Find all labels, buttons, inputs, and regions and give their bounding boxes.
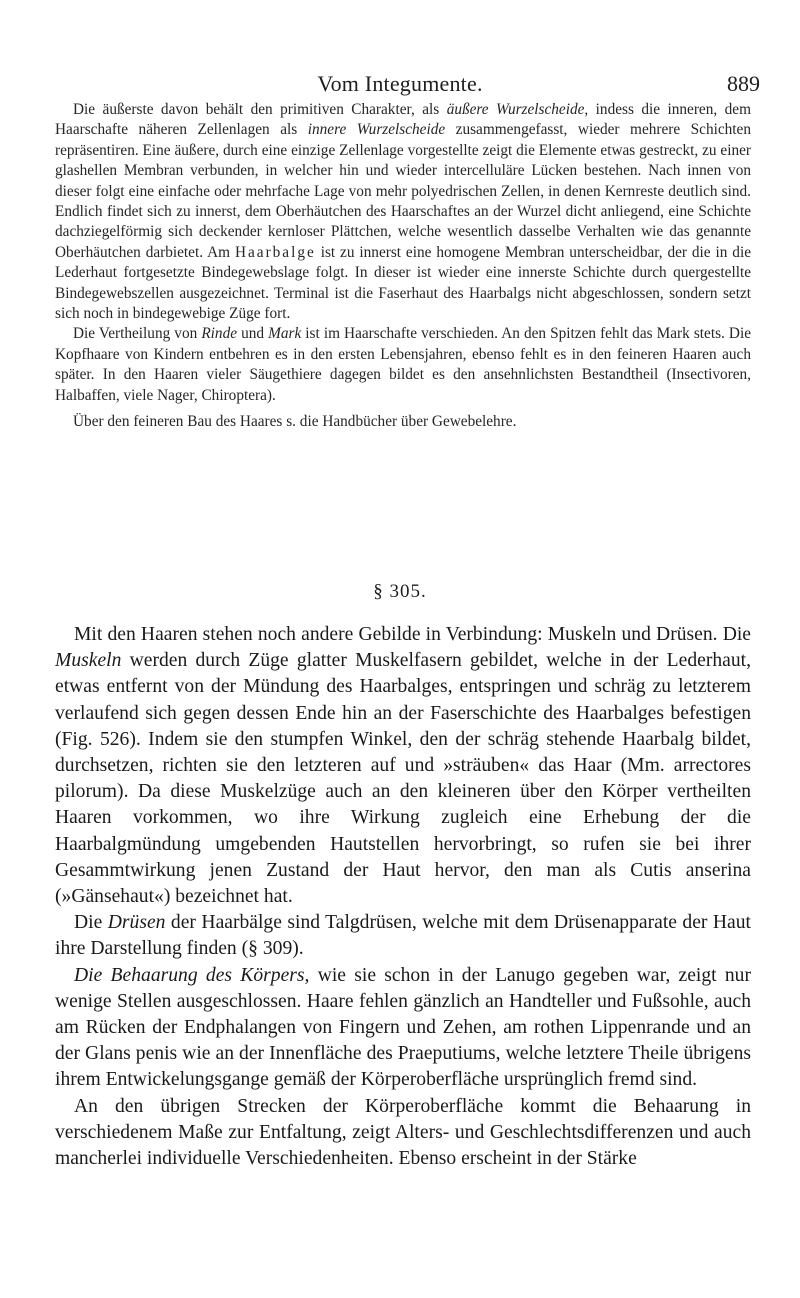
small-paragraph: [55, 324, 751, 406]
small-print-block: [55, 100, 751, 433]
text-run: werden durch Züge glatter Muskelfasern gebildet, welche in der Lederhaut, etwas entfernt von der Mündung des Haarbalges, entspringen und schräg zu letzterem verlaufend sich gegen dessen Ende hin an der Faserschichte des Haarbalges befestigen (Fig. 526). Indem sie den stumpfen Winkel, den der schräg stehende Haarbalg bildet, durchsetzen, richten sie den letzteren auf und »sträuben« das Haar (Mm. arrectores pilorum). Da diese Muskelzüge auch an den kleineren über den Körper vertheilten Haaren vorkommen, wo ihre Wirkung zugleich eine Erhebung der die Haarbalgmündung umgebenden Hautstellen hervorbringt, so rufen sie bei ihrer Gesammtwirkung jenen Zustand der Haut hervor, den man als Cutis anserina (»Gänsehaut«) bezeichnet hat.: [55, 650, 751, 908]
text-run: An den übrigen Strecken der Körperoberfläche kommt die Behaarung in verschiedenem Maße zur Entfaltung, zeigt Alters- und Geschlechtsdifferenzen und auch mancherlei individuelle Verschiedenheiten. Ebenso erscheint in der Stärke: [55, 1095, 751, 1170]
text-run: ist zu innerst eine homogene Membran unterscheidbar, der die in die Lederhaut fortgesetzte Bindegewebslage folgt. In dieser ist wieder eine innerste Schichte durch quergestellte Bindegewebszellen ausgezeichnet. Terminal ist die Faserhaut des Haarbalgs nicht abgeschlossen, sondern setzt sich noch in bindegewebige Züge fort.: [55, 243, 751, 323]
body-paragraph: [55, 963, 751, 1094]
italic-term: innere Wurzelscheide: [307, 121, 446, 139]
text-run: und: [237, 325, 269, 343]
italic-term: Muskeln: [55, 650, 122, 672]
text-run: der Haarbälge sind Talgdrüsen, welche mit dem Drüsenapparate der Haut ihre Darstellung finden (§ 309).: [55, 912, 751, 960]
running-header: [40, 71, 760, 99]
text-run: , wie sie schon in der Lanugo gegeben war, zeigt nur wenige Stellen ausgeschlossen. Haare fehlen gänzlich an Handteller und Fußsohle, auch am Rücken der Endphalangen von Fingern und Zehen, am rothen Lippenrande und an der Glans penis wie an der Innenfläche des Praeputiums, welche letztere Theile übrigens ihrem Entwickelungsgange gemäß der Körperoberfläche ursprünglich fremd sind.: [55, 964, 751, 1091]
italic-term: Drüsen: [107, 912, 166, 934]
section-heading: § 305.: [373, 581, 427, 602]
text-run: Die äußerste davon behält den primitiven Charakter, als: [73, 101, 447, 118]
running-title: Vom Integumente.: [317, 71, 483, 96]
body-paragraph: [55, 910, 751, 962]
italic-term: Rinde: [201, 325, 238, 343]
body-paragraph: [55, 622, 751, 910]
italic-term: Mark: [268, 325, 302, 343]
body-paragraph: [55, 1094, 751, 1173]
text-run: Mit den Haaren stehen noch andere Gebilde in Verbindung: Muskeln und Drüsen. Die: [74, 624, 751, 645]
text-run: Die: [74, 912, 108, 934]
small-paragraph: [55, 412, 751, 432]
page-number: 889: [727, 71, 760, 96]
text-run: zusammengefasst, wieder mehrere Schichten repräsentiren. Eine äußere, durch eine einzige Zellenlage vorgestellte zeigt die Elemente etwas gestreckt, zu einer glashellen Membran verbunden, in welcher hin und wieder intercelluläre Lücken bestehen. Nach innen von dieser folgt eine einfache oder mehrfache Lage von mehr polyedrischen Zellen, in denen Kernreste deutlich sind. Endlich findet sich zu innerst, dem Oberhäutchen des Haarschaftes an der Wurzel dicht anliegend, eine Schichte dachziegelförmig sich deckender kernloser Plättchen, welche wesentlich dasselbe Verhalten wie das genannte Oberhäutchen darbietet. Am: [55, 121, 751, 261]
small-paragraph: [55, 100, 751, 324]
body-text-block: [55, 622, 751, 1172]
italic-term: äußere Wurzelscheide: [446, 101, 585, 118]
spaced-term: Haarbalge: [234, 243, 316, 261]
text-run: , indess die inneren, dem Haarschafte näheren Zellenlagen als: [55, 101, 751, 139]
text-run: ist im Haarschafte verschieden. An den Spitzen fehlt das Mark stets. Die Kopfhaare von Kindern entbehren es in den ersten Lebensjahren, ebenso fehlt es in den feineren Haaren auch später. In den Haaren vieler Säugethiere dagegen bildet es den ansehnlichsten Bestandtheil (Insectivoren, Halbaffen, viele Nager, Chiroptera).: [55, 325, 751, 404]
text-run: Die Vertheilung von: [73, 325, 202, 343]
italic-term: Die Behaarung des Körpers: [74, 964, 305, 986]
text-run: Über den feineren Bau des Haares s. die Handbücher über Gewebelehre.: [73, 413, 517, 431]
